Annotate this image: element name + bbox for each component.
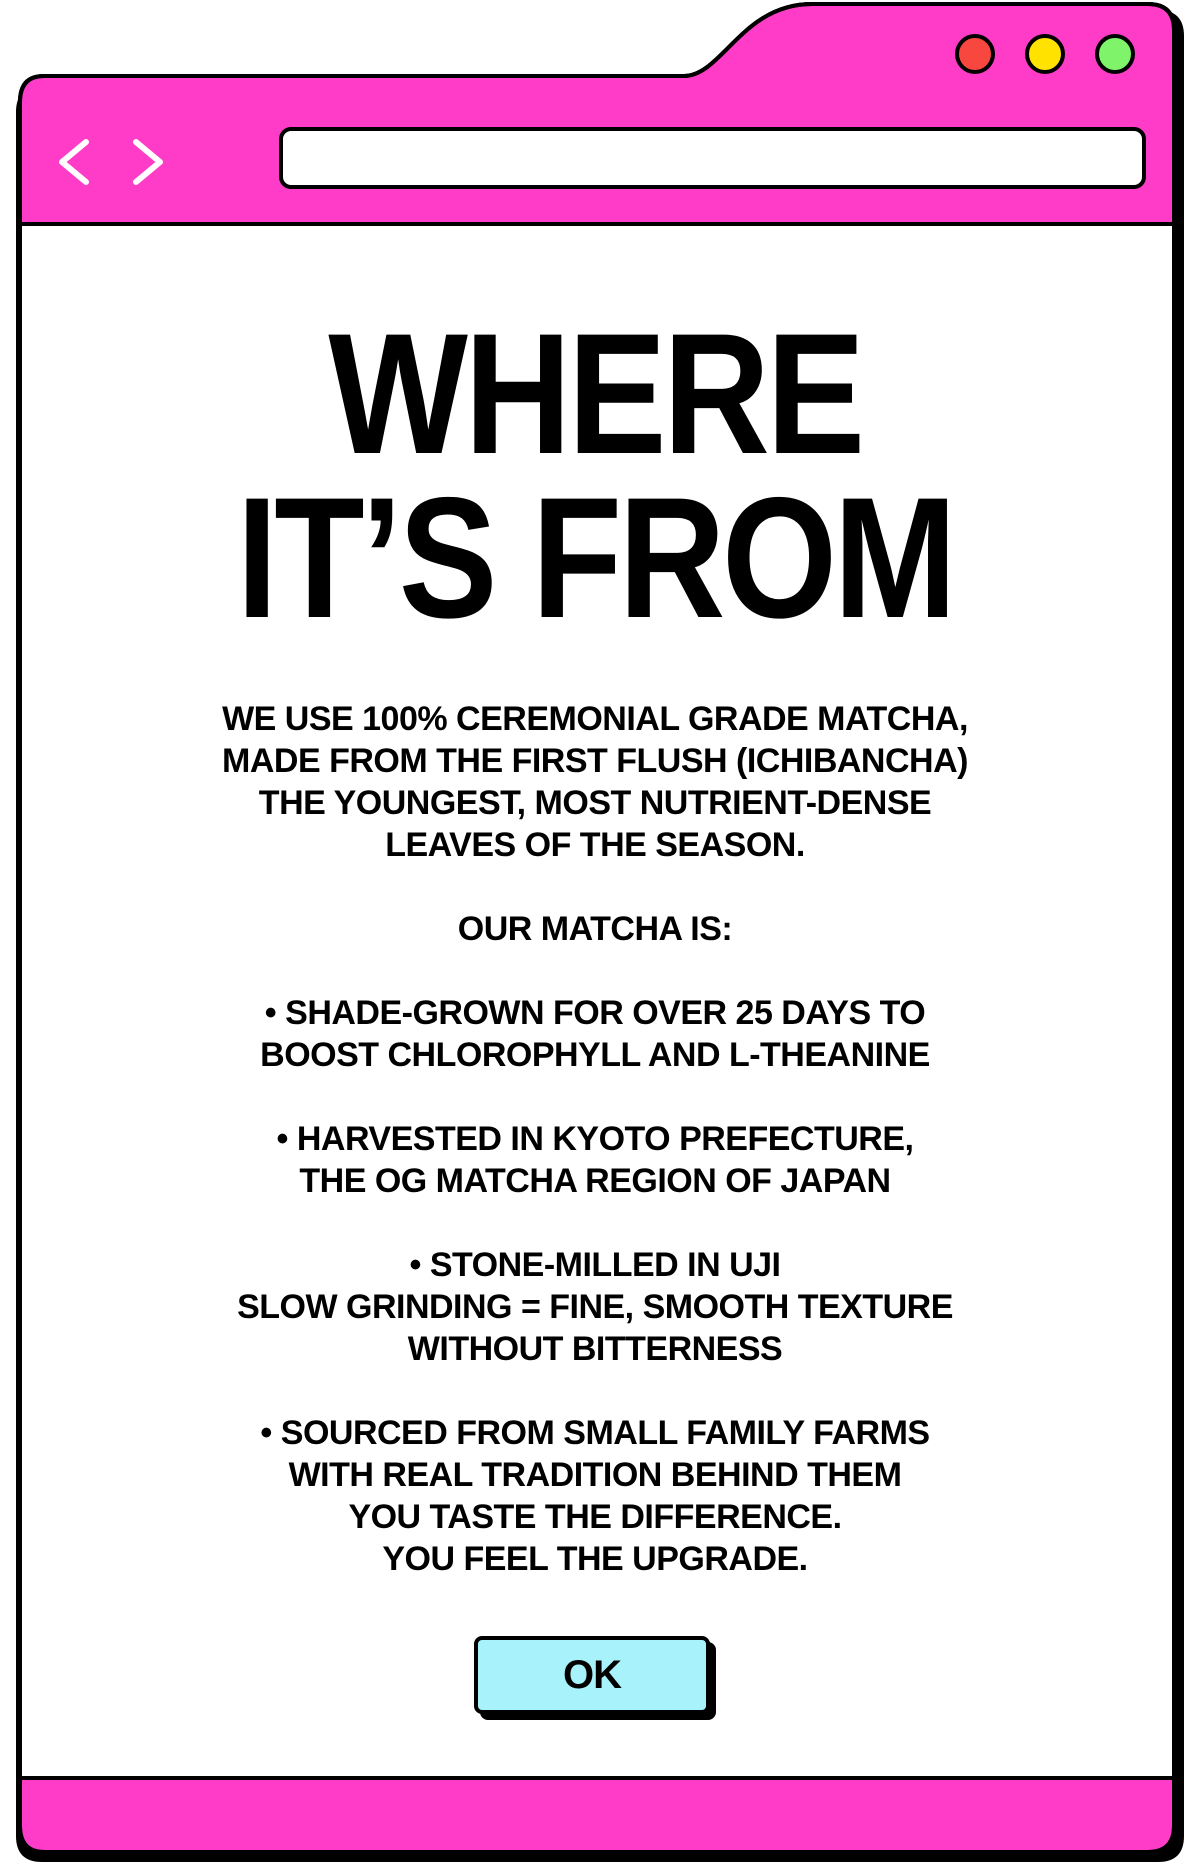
ok-button-label: OK [474, 1636, 710, 1714]
bullet-item [82, 1244, 1108, 1370]
minimize-button[interactable] [1025, 34, 1065, 74]
bullet-line: THE OG MATCHA REGION OF JAPAN [299, 1162, 891, 1200]
intro-line: WE USE 100% CEREMONIAL GRADE MATCHA, [222, 700, 968, 738]
spacer [82, 1076, 1108, 1118]
bullet-line: • HARVESTED IN KYOTO PREFECTURE, [276, 1120, 914, 1158]
bullet-item [82, 1412, 1108, 1580]
intro-line: THE YOUNGEST, MOST NUTRIENT-DENSE [258, 784, 932, 822]
bullet-item [82, 992, 1108, 1076]
bullet-line: BOOST CHLOROPHYLL AND L-THEANINE [260, 1036, 930, 1074]
ok-button[interactable] [474, 1636, 718, 1722]
chevron-left-icon [52, 138, 102, 186]
address-bar[interactable] [279, 127, 1146, 189]
body-copy [82, 698, 1108, 1580]
page-title-line: WHERE [328, 298, 862, 490]
page-title [102, 298, 1088, 654]
spacer [82, 866, 1108, 908]
page-title-line: IT’S FROM [236, 462, 954, 654]
spacer [82, 1370, 1108, 1412]
bullet-line: YOU FEEL THE UPGRADE. [382, 1540, 808, 1578]
chevron-right-icon [122, 138, 172, 186]
list-heading: OUR MATCHA IS: [457, 910, 733, 948]
intro-line: MADE FROM THE FIRST FLUSH (ICHIBANCHA) [222, 742, 968, 780]
maximize-button[interactable] [1095, 34, 1135, 74]
intro-line: LEAVES OF THE SEASON. [385, 826, 805, 864]
spacer [82, 950, 1108, 992]
bullet-line: YOU TASTE THE DIFFERENCE. [348, 1498, 842, 1536]
intro-paragraph [82, 698, 1108, 866]
back-button[interactable] [52, 138, 102, 186]
title-bar [20, 4, 1174, 224]
bullet-line: WITHOUT BITTERNESS [407, 1330, 783, 1368]
page-content [22, 228, 1168, 1768]
bullet-line: SLOW GRINDING = FINE, SMOOTH TEXTURE [237, 1288, 953, 1326]
close-button[interactable] [955, 34, 995, 74]
spacer [82, 1202, 1108, 1244]
bullet-line: WITH REAL TRADITION BEHIND THEM [288, 1456, 902, 1494]
nav-arrows [52, 138, 172, 186]
bullet-line: • SOURCED FROM SMALL FAMILY FARMS [260, 1414, 930, 1452]
bullet-item [82, 1118, 1108, 1202]
bottom-bar [20, 1778, 1174, 1852]
bullet-line: • STONE-MILLED IN UJI [409, 1246, 781, 1284]
bullet-line: • SHADE-GROWN FOR OVER 25 DAYS TO [264, 994, 926, 1032]
forward-button[interactable] [122, 138, 172, 186]
